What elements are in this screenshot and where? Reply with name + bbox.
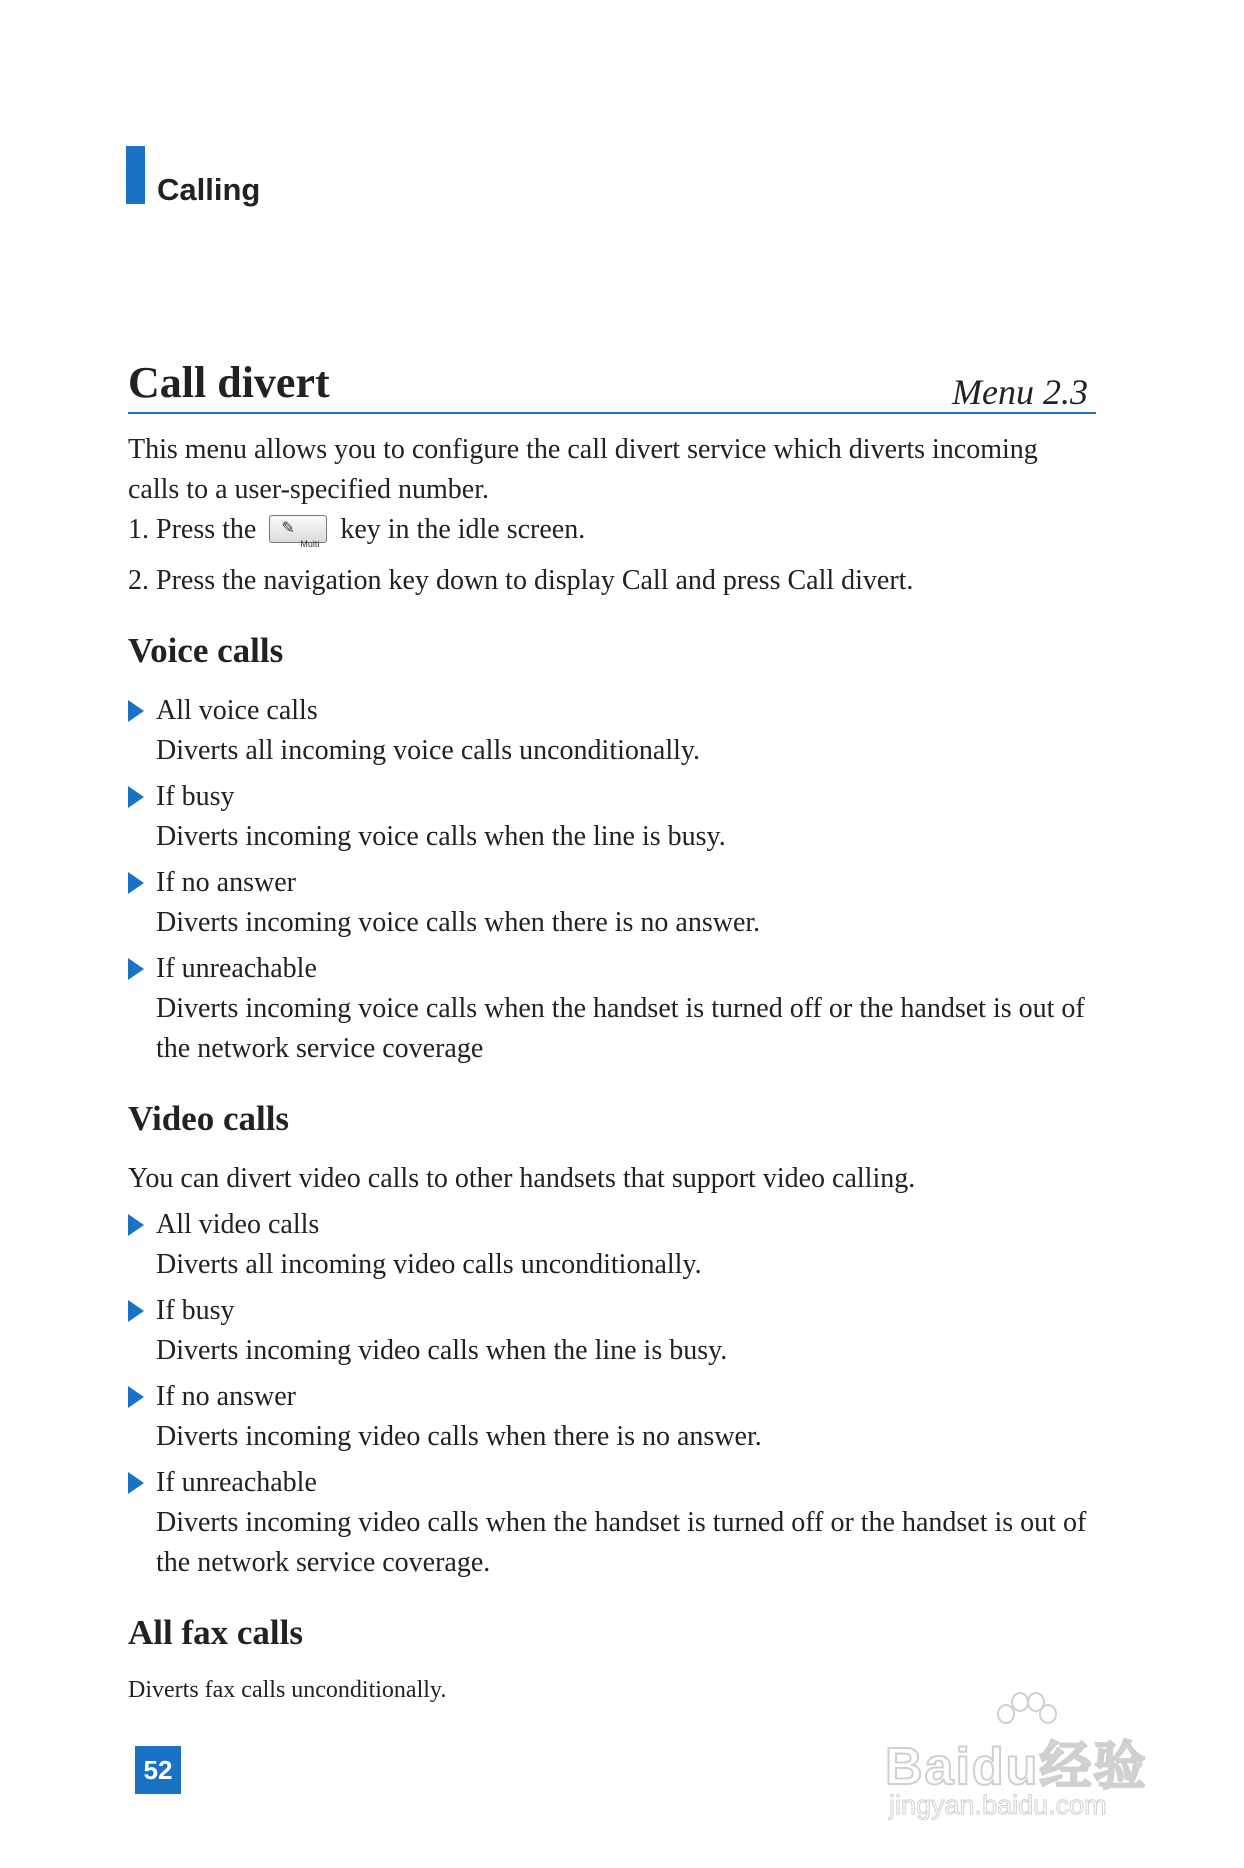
- step-2: 2. Press the navigation key down to display Call and press Call divert.: [128, 565, 914, 596]
- menu-reference: Menu 2.3: [952, 372, 1088, 412]
- list-item: [128, 691, 1096, 771]
- list-item: [128, 1463, 1096, 1583]
- bullet-arrow-icon: [128, 1300, 144, 1322]
- page-title: Call divert: [128, 358, 330, 407]
- list-item: [128, 1205, 1096, 1285]
- item-label: If unreachable: [156, 953, 317, 984]
- bullet-arrow-icon: [128, 786, 144, 808]
- item-label: If no answer: [156, 1381, 296, 1412]
- watermark-url: jingyan.baidu.com: [889, 1790, 1107, 1820]
- multi-key-label: Multi: [300, 538, 320, 549]
- fax-calls-heading: All fax calls: [128, 1613, 303, 1652]
- list-item: [128, 1377, 1096, 1457]
- bullet-arrow-icon: [128, 958, 144, 980]
- item-description: Diverts incoming video calls when the handset is turned off or the handset is out of the network service coverage.: [156, 1507, 1087, 1578]
- watermark-logo-text: Baidu经验: [885, 1738, 1148, 1796]
- bullet-arrow-icon: [128, 1214, 144, 1236]
- video-intro: You can divert video calls to other handsets that support video calling.: [128, 1163, 916, 1194]
- main-content: [128, 430, 1096, 1731]
- intro-paragraph: This menu allows you to configure the call divert service which diverts incoming calls to a user-specified number.: [128, 434, 1038, 505]
- list-item: [128, 1291, 1096, 1371]
- voice-calls-heading: Voice calls: [128, 631, 284, 670]
- list-item: [128, 777, 1096, 857]
- item-description: Diverts incoming video calls when there is no answer.: [156, 1421, 762, 1452]
- item-description: Diverts incoming video calls when the line is busy.: [156, 1335, 728, 1366]
- pen-icon: ✎: [281, 517, 295, 537]
- page-number: 52: [135, 1746, 181, 1794]
- baidu-watermark: [885, 1690, 1185, 1820]
- multi-key-icon: [269, 515, 327, 549]
- step-1-after: key in the idle screen.: [340, 514, 586, 545]
- item-description: Diverts all incoming video calls unconditionally.: [156, 1249, 702, 1280]
- section-label: Calling: [157, 172, 261, 207]
- bullet-arrow-icon: [128, 700, 144, 722]
- list-item: [128, 863, 1096, 943]
- section-tab-marker: [126, 146, 145, 204]
- item-label: If no answer: [156, 867, 296, 898]
- step-1: [128, 510, 1096, 550]
- item-description: Diverts incoming voice calls when the line is busy.: [156, 821, 726, 852]
- item-description: Diverts all incoming voice calls unconditionally.: [156, 735, 701, 766]
- item-label: If busy: [156, 781, 235, 812]
- item-description: Diverts incoming voice calls when the handset is turned off or the handset is out of the network service coverage: [156, 993, 1085, 1064]
- item-description: Diverts incoming voice calls when there is no answer.: [156, 907, 761, 938]
- item-label: If busy: [156, 1295, 235, 1326]
- item-label: All video calls: [156, 1209, 320, 1240]
- bullet-arrow-icon: [128, 1386, 144, 1408]
- step-1-before: 1. Press the: [128, 514, 257, 545]
- bullet-arrow-icon: [128, 872, 144, 894]
- fax-description: Diverts fax calls unconditionally.: [128, 1677, 447, 1703]
- item-label: If unreachable: [156, 1467, 317, 1498]
- item-label: All voice calls: [156, 695, 318, 726]
- title-row: [128, 354, 1096, 414]
- list-item: [128, 949, 1096, 1069]
- bullet-arrow-icon: [128, 1472, 144, 1494]
- video-calls-heading: Video calls: [128, 1099, 290, 1138]
